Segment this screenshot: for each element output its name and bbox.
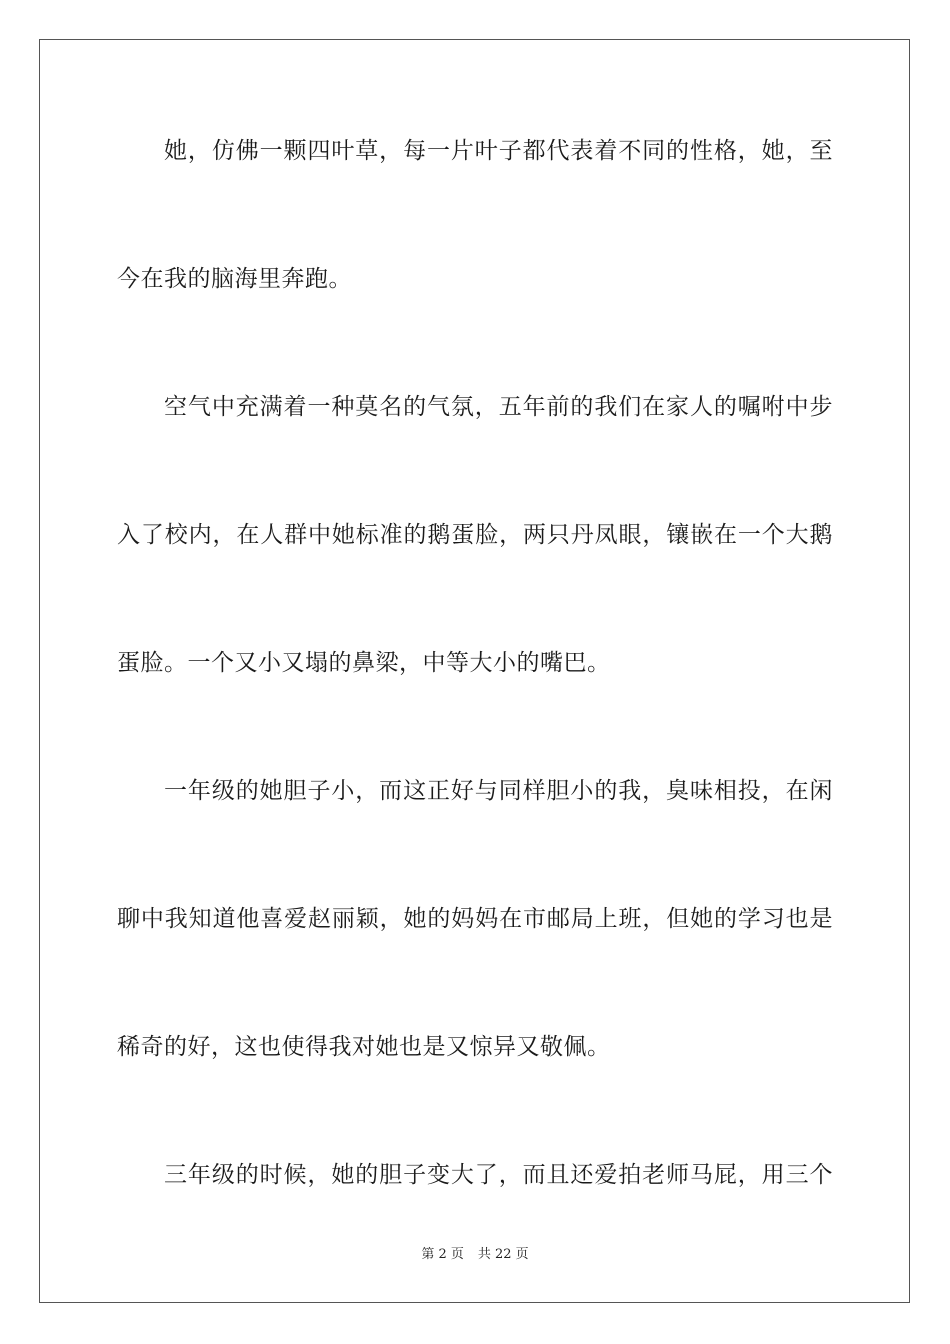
paragraph-line: 今在我的脑海里奔跑。 [117, 266, 352, 292]
paragraph-line: 蛋脸。一个又小又塌的鼻梁，中等大小的嘴巴。 [117, 650, 611, 676]
paragraph-line: 聊中我知道他喜爱赵丽颖，她的妈妈在市邮局上班，但她的学习也是 [117, 906, 833, 932]
paragraph-line: 空气中充满着一种莫名的气氛，五年前的我们在家人的嘱咐中步 [164, 394, 833, 420]
paragraph-line: 稀奇的好，这也使得我对她也是又惊异又敬佩。 [117, 1034, 611, 1060]
page-footer [0, 1247, 950, 1263]
paragraph-line: 入了校内，在人群中她标准的鹅蛋脸，两只丹凤眼，镶嵌在一个大鹅 [117, 522, 833, 548]
paragraph-line: 三年级的时候，她的胆子变大了，而且还爱拍老师马屁，用三个 [164, 1162, 833, 1188]
page-total: 共 22 页 [477, 1247, 529, 1262]
paragraph-line: 一年级的她胆子小，而这正好与同样胆小的我，臭味相投，在闲 [164, 778, 833, 804]
paragraph-line: 她，仿佛一颗四叶草，每一片叶子都代表着不同的性格，她，至 [164, 138, 833, 164]
page-number: 第 2 页 [421, 1247, 464, 1262]
